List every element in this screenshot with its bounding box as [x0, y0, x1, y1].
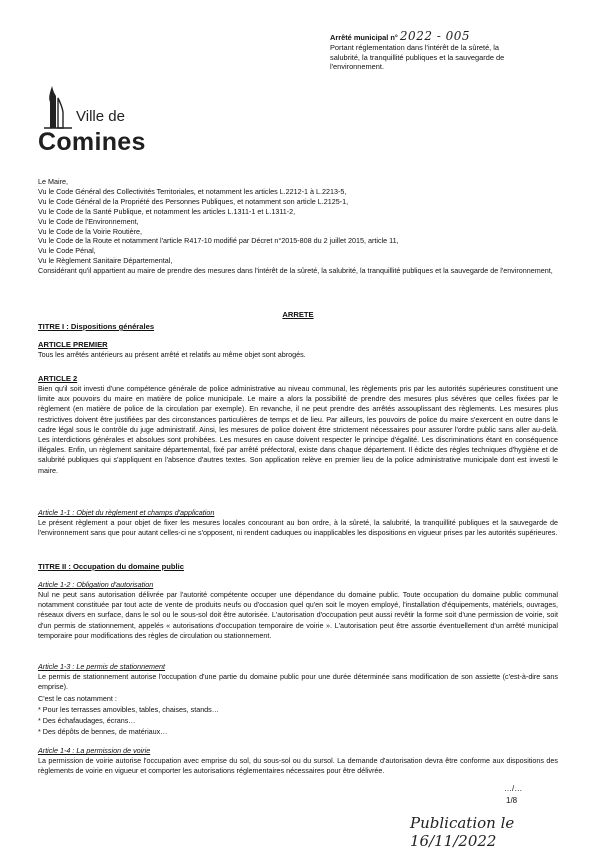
preamble-line: Vu le Code de la Santé Publique, et notamment les articles L.1311-1 et L.1311-2, [38, 206, 296, 216]
church-icon [40, 84, 74, 130]
preamble-line: Vu le Code de l'Environnement, [38, 216, 139, 226]
preamble-line: Vu le Code Général des Collectivités Territoriales, et notamment les articles L.2212-1 à L.2213-5, [38, 186, 347, 196]
article-premier-heading: ARTICLE PREMIER [38, 340, 108, 349]
arrete-heading: ARRETE [282, 310, 314, 319]
preamble [38, 177, 558, 276]
article-1-2-text: Nul ne peut sans autorisation délivrée par l'autorité compétente occuper une dépendance du domaine public. Toute occupation du domaine public communal notamment constituée par tout acte de vente de produits neufs ou d'occasion quel qu'en soit le moyen employé, l'installation d'équipements, matériels, ouvrages, réseaux divers en surface, dans le sol ou le sous-sol doit être autorisée. L'autorisation d'occupation peut aussi revêtir la forme soit d'une permission de voirie, soit d'un permis de stationnement, appelés « autorisations d'occupation temporaire de voirie ». L'autorisation peut être assortie éventuellement d'un arrêté municipal temporaire pour modifications des règles de circulation ou stationnement. [38, 590, 558, 640]
titre-2-heading: TITRE II : Occupation du domaine public [38, 562, 184, 571]
preamble-line: Vu le Code Pénal, [38, 246, 96, 256]
titre-1-heading: TITRE I : Dispositions générales [38, 322, 155, 331]
decree-number: 2022 - 005 [399, 29, 471, 43]
preamble-line: Vu le Code de la Voirie Routière, [38, 226, 143, 236]
list-item: * Pour les terrasses amovibles, tables, chaises, stands… [38, 705, 219, 714]
article-1-1-heading: Article 1-1 : Objet du règlement et champs d'application [38, 508, 215, 517]
logo-prefix: Ville de [76, 108, 125, 125]
article-2-heading: ARTICLE 2 [38, 374, 78, 383]
decree-title-line [330, 29, 520, 43]
page-number: 1/8 [506, 796, 518, 805]
article-2-text: Bien qu'il soit investi d'une compétence générale de police administrative au niveau communal, les règlements pris par les autorités supérieures constituent une limite aux pouvoirs du maire en matière de police municipale. Le maire a alors la possibilité de prendre des mesures plus sévères que celles fixées par le règlement (en matière de police de la circulation par exemple). En revanche, il ne peut prendre des arrêtés assouplissant des règlements. Les mesures plus restrictives doivent être justifiées par des circonstances particulières de temps et de lieu. Par ailleurs, les pouvoirs de police du maire s'exercent en outre dans le cadre légal sous le contrôle du juge administratif. Ainsi, les mesures de police doivent être strictement nécessaires pour assurer l'ordre public sans aller au-delà. Les interdictions générales et absolues sont prohibées. Les mesures en cause doivent respecter le principe d'égalité. Les discriminations étant en conséquence illégales. Enfin, un règlement sanitaire départemental, fixé par arrêté préfectoral, existe dans chaque département. Il édicte des règles techniques d'hygiène et de salubrité publiques qui s'appliquent en l'absence d'autres textes. Son application relève en premier lieu de la police administrative municipale dont est investi le maire. [38, 384, 558, 475]
list-item: * Des dépôts de bennes, de matériaux… [38, 727, 168, 736]
preamble-line: Vu le Règlement Sanitaire Départemental, [38, 256, 173, 266]
article-1-4-heading: Article 1-4 : La permission de voirie [38, 746, 151, 755]
preamble-line: Considérant qu'il appartient au maire de prendre des mesures dans l'intérêt de la sûreté, la salubrité, la tranquillité publiques et la sauvegarde de l'environnement, [38, 266, 553, 276]
article-1-1-text: Le présent règlement a pour objet de fixer les mesures locales concourant au bon ordre, à la sûreté, la salubrité, la tranquillité publiques et la sauvegarde de l'environnement sans que pour autant celles-ci ne s'opposent, ni rendent caduques ou inapplicables les dispositions en vigueur prises par les autorités supérieures. [38, 518, 558, 538]
decree-header [330, 29, 520, 72]
list-item: * Des échafaudages, écrans… [38, 716, 136, 725]
decree-label: Arrêté municipal n° [330, 33, 398, 42]
article-1-3-text: Le permis de stationnement autorise l'occupation d'une partie du domaine public pour une durée déterminée sans modification de son assiette (c'est-à-dire sans emprise). [38, 672, 558, 692]
preamble-line: Le Maire, [38, 177, 68, 186]
article-premier-text: Tous les arrêtés antérieurs au présent arrêté et relatifs au même objet sont abrogés. [38, 350, 306, 359]
preamble-line: Vu le Code Général de la Propriété des Personnes Publiques, et notamment son article L.2125-1, [38, 196, 349, 206]
article-1-4-text: La permission de voirie autorise l'occupation avec emprise du sol, du sous-sol ou du sursol. La demande d'autorisation devra être conforme aux dispositions des règlements de voirie en vigueur et comporter les autorisations réglementaires nécessaires pour être délivrée. [38, 756, 558, 776]
logo-city-name: Comines [38, 128, 146, 156]
article-1-2-heading: Article 1-2 : Obligation d'autorisation [38, 580, 154, 589]
publication-note: Publication le 16/11/2022 [410, 814, 515, 850]
city-logo [38, 84, 178, 164]
continuation-mark: …/… [504, 784, 523, 793]
article-1-3-heading: Article 1-3 : Le permis de stationnement [38, 662, 166, 671]
preamble-line: Vu le Code de la Route et notamment l'article R417-10 modifié par Décret n°2015-808 du 2 juillet 2015, article 11, [38, 236, 399, 246]
decree-subtitle: Portant réglementation dans l'intérêt de la sûreté, la salubrité, la tranquillité publiques et la sauvegarde de l'environnement. [330, 42, 505, 72]
article-1-3-list-intro: C'est le cas notamment : [38, 694, 117, 703]
